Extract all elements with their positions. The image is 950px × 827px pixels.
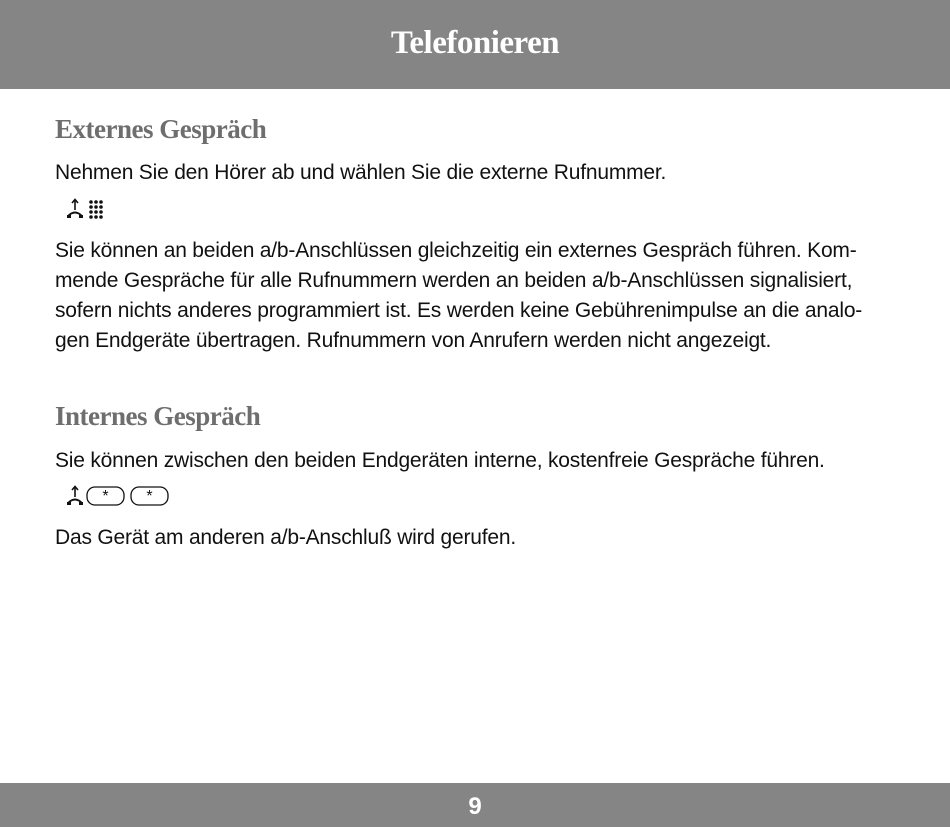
section-heading-internal-call: Internes Gespräch	[55, 401, 261, 431]
star-key-label: *	[146, 488, 153, 505]
external-call-body-line-3: sofern nichts anderes programmiert ist. Es werden keine Gebührenimpulse an die analo-	[55, 299, 863, 322]
handset-lift-icon	[66, 197, 126, 225]
section-heading-external-call: Externes Gespräch	[55, 114, 267, 144]
external-call-body-line-4: gen Endgeräte übertragen. Rufnummern von Anrufern werden nicht angezeigt.	[55, 329, 772, 352]
handset-lift-icon	[66, 484, 176, 512]
internal-call-instruction-icons	[66, 484, 176, 512]
external-call-body-line-2: mende Gespräche für alle Rufnummern werden an beiden a/b-Anschlüssen signalisiert,	[55, 269, 853, 292]
star-key-icon	[131, 487, 168, 505]
page-number: 9	[468, 793, 482, 820]
external-call-body-line-1: Sie können an beiden a/b-Anschlüssen gleichzeitig ein externes Gespräch führen. Kom-	[55, 239, 857, 262]
page-title: Telefonieren	[390, 25, 560, 61]
star-key-label: *	[102, 488, 109, 505]
star-key-icon	[87, 487, 124, 505]
external-call-intro: Nehmen Sie den Hörer ab und wählen Sie die externe Rufnummer.	[55, 161, 667, 184]
external-call-instruction-icons	[66, 197, 126, 225]
internal-call-intro: Sie können zwischen den beiden Endgeräten interne, kostenfreie Gespräche führen.	[55, 449, 825, 472]
keypad-icon	[89, 200, 103, 219]
internal-call-body-line-1: Das Gerät am anderen a/b-Anschluß wird gerufen.	[55, 526, 516, 549]
